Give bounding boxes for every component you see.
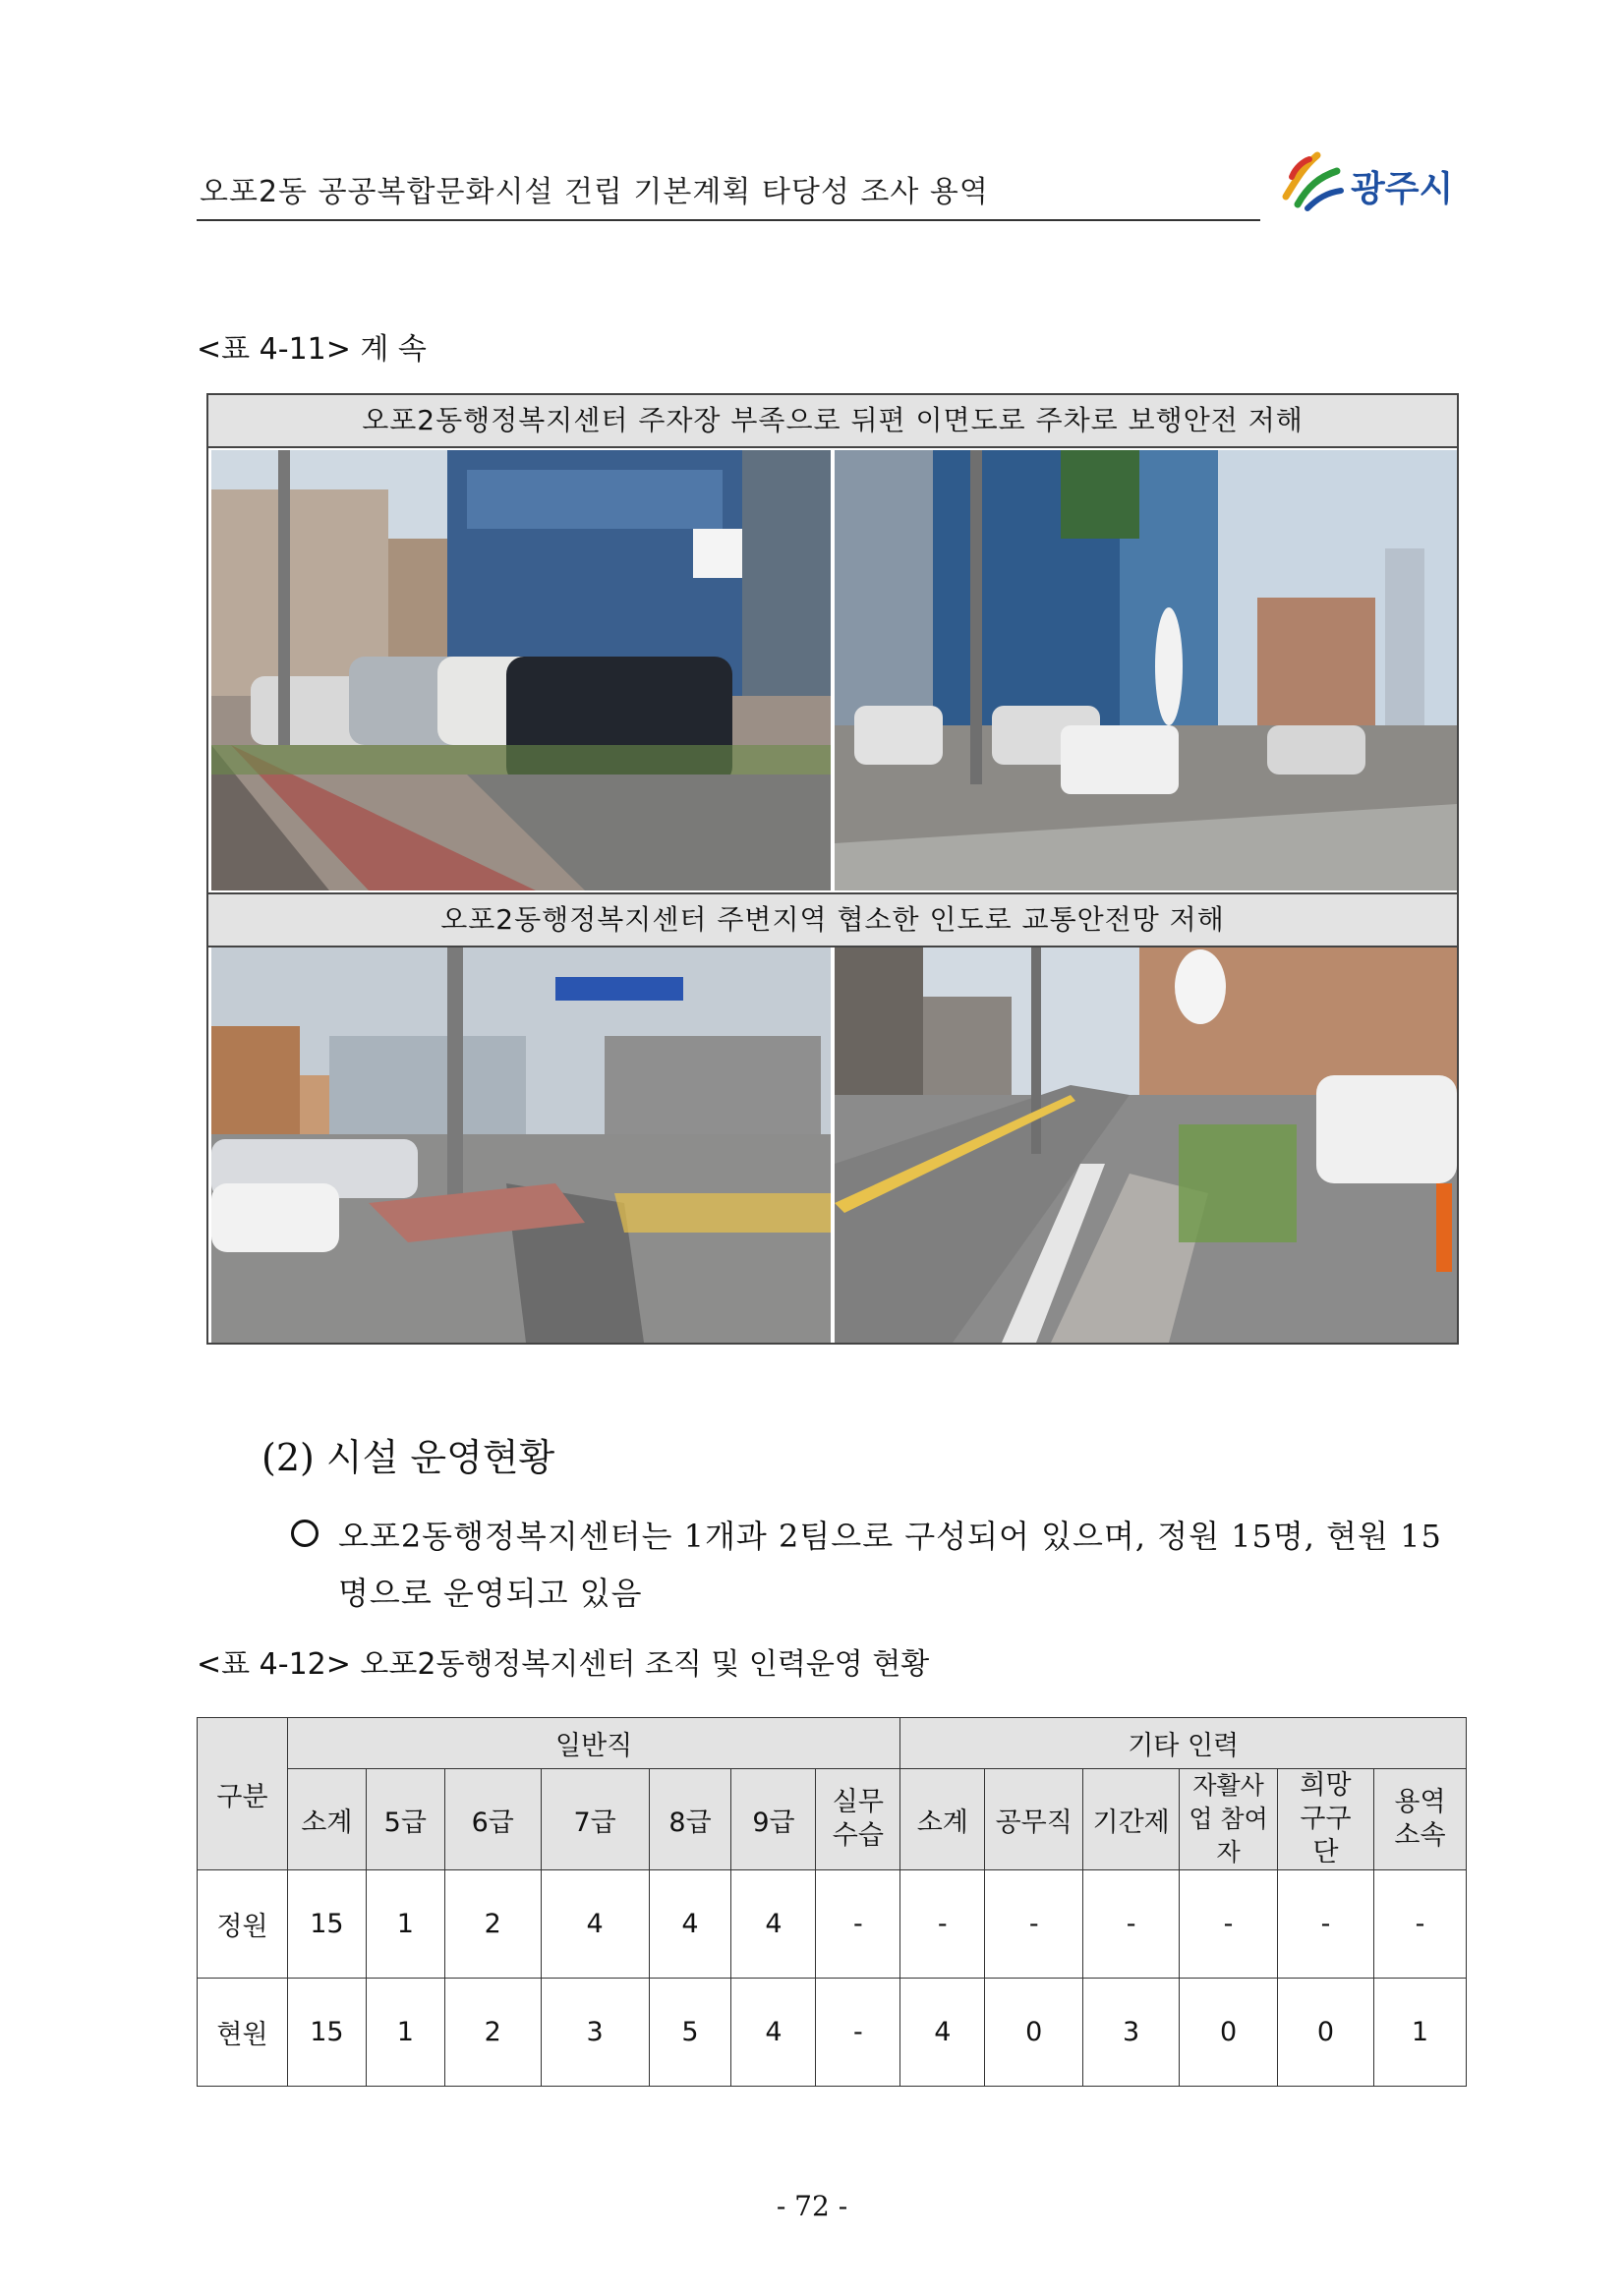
header-rule [197, 219, 1260, 221]
photo-parked-cars-left [211, 450, 831, 890]
sub-header-cell: 자활사업 참여자 [1180, 1769, 1278, 1870]
table-cell: 15 [287, 1870, 366, 1979]
sub-header-cell: 공무직 [985, 1769, 1083, 1870]
table-cell: - [985, 1870, 1083, 1979]
row-label: 현원 [198, 1979, 288, 2087]
sub-header-cell: 소계 [287, 1769, 366, 1870]
sub-header-cell: 용역 소속 [1373, 1769, 1466, 1870]
gwangju-logo [1278, 147, 1465, 218]
table-cell: 2 [444, 1979, 541, 2087]
header-general-staff: 일반직 [287, 1718, 899, 1769]
table-cell: 1 [366, 1979, 444, 2087]
table-cell: 3 [541, 1979, 649, 2087]
table-cell: 0 [1180, 1979, 1278, 2087]
table-4-11-caption: <표 4-11> 계 속 [197, 332, 427, 367]
document-header-title: 오포2동 공공복합문화시설 건립 기본계획 타당성 조사 용역 [200, 175, 989, 209]
page-number: - 72 - [776, 2190, 848, 2222]
photo-building-parking-lot [835, 450, 1457, 890]
sub-header-cell: 6급 [444, 1769, 541, 1870]
table-row [198, 1979, 1467, 2087]
section-title: (2) 시설 운영현황 [261, 1436, 555, 1479]
table-cell: - [1180, 1870, 1278, 1979]
photo-narrow-sidewalk-crosswalk [211, 947, 831, 1343]
table-cell: 4 [731, 1979, 816, 2087]
sub-header-row [198, 1769, 1467, 1870]
table-cell: 1 [366, 1870, 444, 1979]
table-4-12-caption: <표 4-12> 오포2동행정복지센터 조직 및 인력운영 현황 [197, 1647, 930, 1682]
sub-header-cell: 7급 [541, 1769, 649, 1870]
bullet-circle-icon [291, 1520, 319, 1547]
table-cell: - [1373, 1870, 1466, 1979]
table-cell: - [900, 1870, 985, 1979]
header-category: 구분 [198, 1718, 288, 1870]
table-cell: 15 [287, 1979, 366, 2087]
table-cell: - [816, 1979, 900, 2087]
staff-table [197, 1717, 1467, 2087]
sub-header-cell: 소계 [900, 1769, 985, 1870]
table-cell: 5 [649, 1979, 731, 2087]
sub-header-cell: 9급 [731, 1769, 816, 1870]
logo-text: 광주시 [1351, 169, 1454, 209]
table-cell: 4 [541, 1870, 649, 1979]
row-label: 정원 [198, 1870, 288, 1979]
sub-header-cell: 희망 구구단 [1278, 1769, 1374, 1870]
table-row [198, 1870, 1467, 1979]
photo-table [206, 393, 1459, 1345]
table-cell: 4 [731, 1870, 816, 1979]
section-bullet-text: 오포2동행정복지센터는 1개과 2팀으로 구성되어 있으며, 정원 15명, 현원 15 명으로 운영되고 있음 [338, 1518, 1442, 1612]
sub-header-cell: 5급 [366, 1769, 444, 1870]
photo-row1-heading: 오포2동행정복지센터 주자장 부족으로 뒤편 이면도로 주차로 보행안전 저해 [208, 395, 1457, 448]
table-cell: 0 [985, 1979, 1083, 2087]
table-cell: 1 [1373, 1979, 1466, 2087]
table-cell: 2 [444, 1870, 541, 1979]
gwangju-emblem-icon [1278, 147, 1347, 216]
table-cell: 4 [900, 1979, 985, 2087]
photo-road-narrow-sidewalk [835, 947, 1457, 1343]
sub-header-cell: 실무 수습 [816, 1769, 900, 1870]
sub-header-cell: 기간제 [1083, 1769, 1180, 1870]
photo-row2-heading: 오포2동행정복지센터 주변지역 협소한 인도로 교통안전망 저해 [208, 892, 1457, 947]
table-cell: - [1083, 1870, 1180, 1979]
table-cell: 0 [1278, 1979, 1374, 2087]
sub-header-cell: 8급 [649, 1769, 731, 1870]
header-other-staff: 기타 인력 [900, 1718, 1467, 1769]
table-cell: - [816, 1870, 900, 1979]
table-cell: - [1278, 1870, 1374, 1979]
table-cell: 3 [1083, 1979, 1180, 2087]
table-cell: 4 [649, 1870, 731, 1979]
